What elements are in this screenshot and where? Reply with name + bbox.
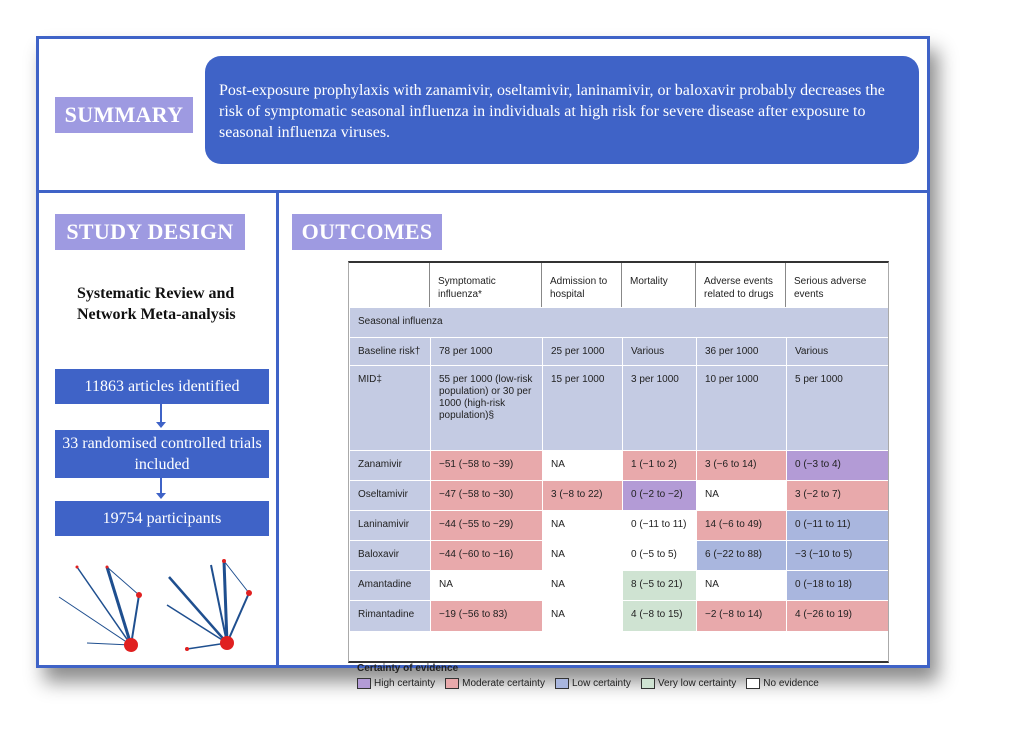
- flow-arrow: [160, 404, 162, 426]
- table-cell: 0 (−3 to 4): [786, 451, 888, 481]
- table-row: [349, 600, 888, 631]
- flow-step-participants: 19754 participants: [55, 501, 269, 536]
- table-cell: 5 per 1000: [786, 366, 888, 451]
- column-header: Symptomatic influenza*: [430, 263, 542, 307]
- row-label: Baloxavir: [349, 541, 430, 571]
- table-cell: 3 (−6 to 14): [696, 451, 786, 481]
- table-cell: NA: [430, 571, 542, 601]
- table-cell: 0 (−2 to −2): [622, 481, 696, 511]
- legend-label: Moderate certainty: [462, 678, 545, 690]
- table-cell: −2 (−8 to 14): [696, 601, 786, 631]
- table-cell: Various: [622, 338, 696, 366]
- flow-step-trials: 33 randomised controlled trials included: [55, 430, 269, 478]
- table-cell: 4 (−8 to 15): [622, 601, 696, 631]
- section-row: [349, 307, 888, 338]
- table-row: [349, 570, 888, 601]
- table-cell: NA: [542, 601, 622, 631]
- legend-label: Very low certainty: [657, 678, 737, 690]
- legend-swatch: [641, 678, 655, 689]
- column-header: Admission to hospital: [542, 263, 622, 307]
- section-label: Seasonal influenza: [349, 308, 888, 338]
- table-cell: −3 (−10 to 5): [786, 541, 888, 571]
- table-cell: 36 per 1000: [696, 338, 786, 366]
- table-row: [349, 450, 888, 481]
- legend-swatch: [746, 678, 760, 689]
- outcomes-tag: OUTCOMES: [292, 214, 442, 250]
- horizontal-divider: [39, 190, 927, 193]
- network-diagrams: [49, 557, 271, 661]
- study-design-tag: STUDY DESIGN: [55, 214, 245, 250]
- table-row: [349, 480, 888, 511]
- table-cell: NA: [696, 571, 786, 601]
- table-cell: 0 (−18 to 18): [786, 571, 888, 601]
- study-design-title: Systematic Review and Network Meta-analysis: [77, 285, 236, 323]
- row-label: Amantadine: [349, 571, 430, 601]
- network-diagram-right: [167, 561, 249, 649]
- summary-text: Post-exposure prophylaxis with zanamivir, oseltamivir, laninamivir, or baloxavir probably decreases the risk of symptomatic seasonal influenza in individuals at high risk for severe disease after exposure to seasonal influenza viruses.: [205, 56, 919, 164]
- table-cell: 15 per 1000: [542, 366, 622, 451]
- legend-label: No evidence: [763, 678, 819, 690]
- legend-label: High certainty: [374, 678, 436, 690]
- legend-item: [555, 678, 631, 689]
- row-label: Oseltamivir: [349, 481, 430, 511]
- table-cell: −19 (−56 to 83): [430, 601, 542, 631]
- table-cell: −44 (−60 to −16): [430, 541, 542, 571]
- table-cell: 1 (−1 to 2): [622, 451, 696, 481]
- table-cell: 3 per 1000: [622, 366, 696, 451]
- legend-swatch: [357, 678, 371, 689]
- legend-item: [357, 678, 435, 689]
- table-cell: −51 (−58 to −39): [430, 451, 542, 481]
- row-label: Zanamivir: [349, 451, 430, 481]
- table-cell: NA: [542, 511, 622, 541]
- table-cell: 0 (−5 to 5): [622, 541, 696, 571]
- outcomes-table: [348, 261, 889, 690]
- table-row: [349, 510, 888, 541]
- legend-label: Low certainty: [571, 678, 631, 690]
- table-cell: 8 (−5 to 21): [622, 571, 696, 601]
- table-cell: 0 (−11 to 11): [622, 511, 696, 541]
- table-cell: 14 (−6 to 49): [696, 511, 786, 541]
- table-cell: 78 per 1000: [430, 338, 542, 366]
- flow-arrow: [160, 478, 162, 497]
- legend-item: [641, 678, 736, 689]
- row-label: MID‡: [349, 366, 430, 451]
- table-cell: 6 (−22 to 88): [696, 541, 786, 571]
- table-cell: NA: [542, 541, 622, 571]
- legend-title: Certainty of evidence: [357, 663, 459, 674]
- row-label: Baseline risk†: [349, 338, 430, 366]
- table-row: [349, 337, 888, 366]
- legend-item: [445, 678, 545, 689]
- table-cell: 3 (−8 to 22): [542, 481, 622, 511]
- table-cell: 10 per 1000: [696, 366, 786, 451]
- column-header: Mortality: [622, 263, 696, 307]
- legend-item: [746, 678, 819, 689]
- table-row: [349, 540, 888, 571]
- summary-tag: SUMMARY: [55, 97, 193, 133]
- flow-step-articles: 11863 articles identified: [55, 369, 269, 404]
- legend-swatch: [555, 678, 569, 689]
- table-cell: 0 (−11 to 11): [786, 511, 888, 541]
- infographic-frame: [36, 36, 930, 690]
- network-diagram-left: [59, 567, 139, 645]
- table-cell: NA: [542, 571, 622, 601]
- table-cell: 55 per 1000 (low-risk population) or 30 per 1000 (high-risk population)§: [430, 366, 542, 451]
- row-label: Laninamivir: [349, 511, 430, 541]
- table-row: [349, 365, 888, 451]
- table-cell: 4 (−26 to 19): [786, 601, 888, 631]
- row-label: Rimantadine: [349, 601, 430, 631]
- vertical-divider: [276, 190, 279, 665]
- certainty-legend: [357, 678, 819, 689]
- table-cell: −44 (−55 to −29): [430, 511, 542, 541]
- table-cell: NA: [542, 451, 622, 481]
- table-cell: Various: [786, 338, 888, 366]
- column-header: Adverse events related to drugs: [696, 263, 786, 307]
- table-corner-header: [349, 263, 430, 307]
- table-cell: 25 per 1000: [542, 338, 622, 366]
- table-cell: 3 (−2 to 7): [786, 481, 888, 511]
- table-cell: −47 (−58 to −30): [430, 481, 542, 511]
- legend-swatch: [445, 678, 459, 689]
- column-header: Serious adverse events: [794, 276, 867, 300]
- table-cell: NA: [696, 481, 786, 511]
